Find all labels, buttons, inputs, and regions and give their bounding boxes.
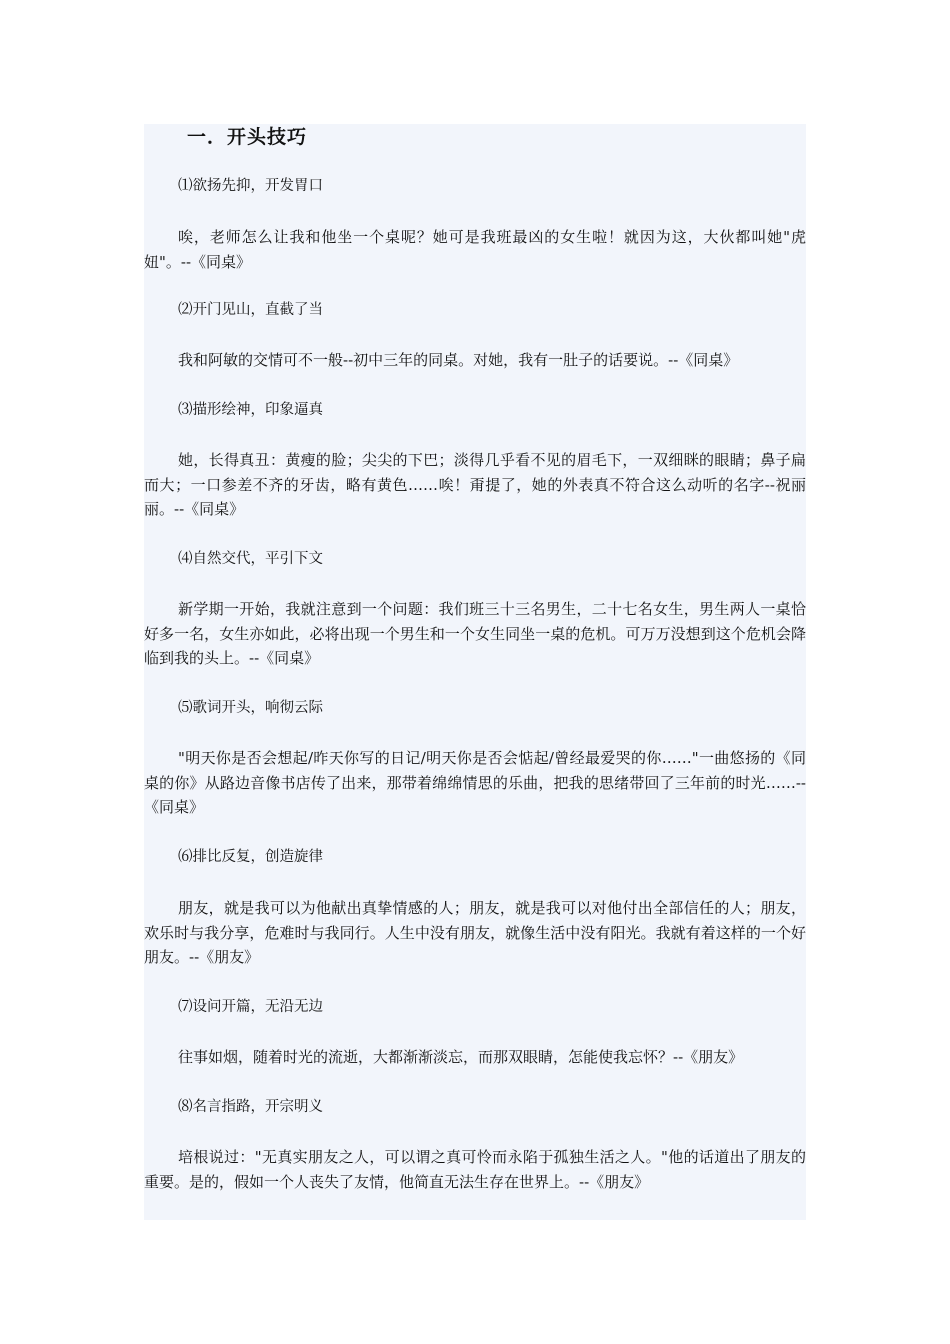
example-paragraph-5: "明天你是否会想起/昨天你写的日记/明天你是否会惦起/曾经最爱哭的你……"一曲悠扬的《同桌的你》从路边音像书店传了出来，那带着绵绵情思的乐曲，把我的思绪带回了三年前的时光……--《同桌》 [144, 749, 806, 817]
technique-heading-2: ⑵开门见山，直截了当 [178, 302, 323, 318]
example-paragraph-7: 往事如烟，随着时光的流逝，大都渐渐淡忘，而那双眼睛，怎能使我忘怀？--《朋友》 [178, 1048, 744, 1066]
technique-heading-1: ⑴欲扬先抑，开发胃口 [178, 178, 323, 194]
technique-heading-5: ⑸歌词开头，响彻云际 [178, 700, 323, 716]
technique-heading-8: ⑻名言指路，开宗明义 [178, 1099, 323, 1115]
technique-heading-6: ⑹排比反复，创造旋律 [178, 849, 323, 865]
example-paragraph-1: 唉，老师怎么让我和他坐一个桌呢？她可是我班最凶的女生啦！就因为这，大伙都叫她"虎妞"。--《同桌》 [144, 228, 806, 271]
technique-heading-3: ⑶描形绘神，印象逼真 [178, 402, 323, 418]
technique-heading-4: ⑷自然交代，平引下文 [178, 551, 323, 567]
example-paragraph-2: 我和阿敏的交情可不一般--初中三年的同桌。对她，我有一肚子的话要说。--《同桌》 [178, 351, 739, 369]
example-paragraph-4: 新学期一开始，我就注意到一个问题：我们班三十三名男生，二十七名女生，男生两人一桌恰好多一名，女生亦如此，必将出现一个男生和一个女生同坐一桌的危机。可万万没想到这个危机会降临到我的头上。--《同桌》 [144, 600, 806, 668]
technique-heading-7: ⑺设问开篇，无沿无边 [178, 999, 323, 1015]
example-paragraph-8: 培根说过："无真实朋友之人，可以谓之真可怜而永陷于孤独生活之人。"他的话道出了朋友的重要。是的，假如一个人丧失了友情，他简直无法生存在世界上。--《朋友》 [144, 1148, 806, 1191]
example-paragraph-6: 朋友，就是我可以为他献出真挚情感的人；朋友，就是我可以对他付出全部信任的人；朋友，欢乐时与我分享，危难时与我同行。人生中没有朋友，就像生活中没有阳光。我就有着这样的一个好朋友。--《朋友》 [144, 899, 806, 967]
section-title: 一．开头技巧 [187, 126, 308, 148]
example-paragraph-3: 她，长得真丑：黄瘦的脸；尖尖的下巴；淡得几乎看不见的眉毛下，一双细眯的眼睛；鼻子扁而大；一口参差不齐的牙齿，略有黄色……唉！甭提了，她的外表真不符合这么动听的名字--祝丽丽。--《同桌》 [144, 451, 806, 519]
